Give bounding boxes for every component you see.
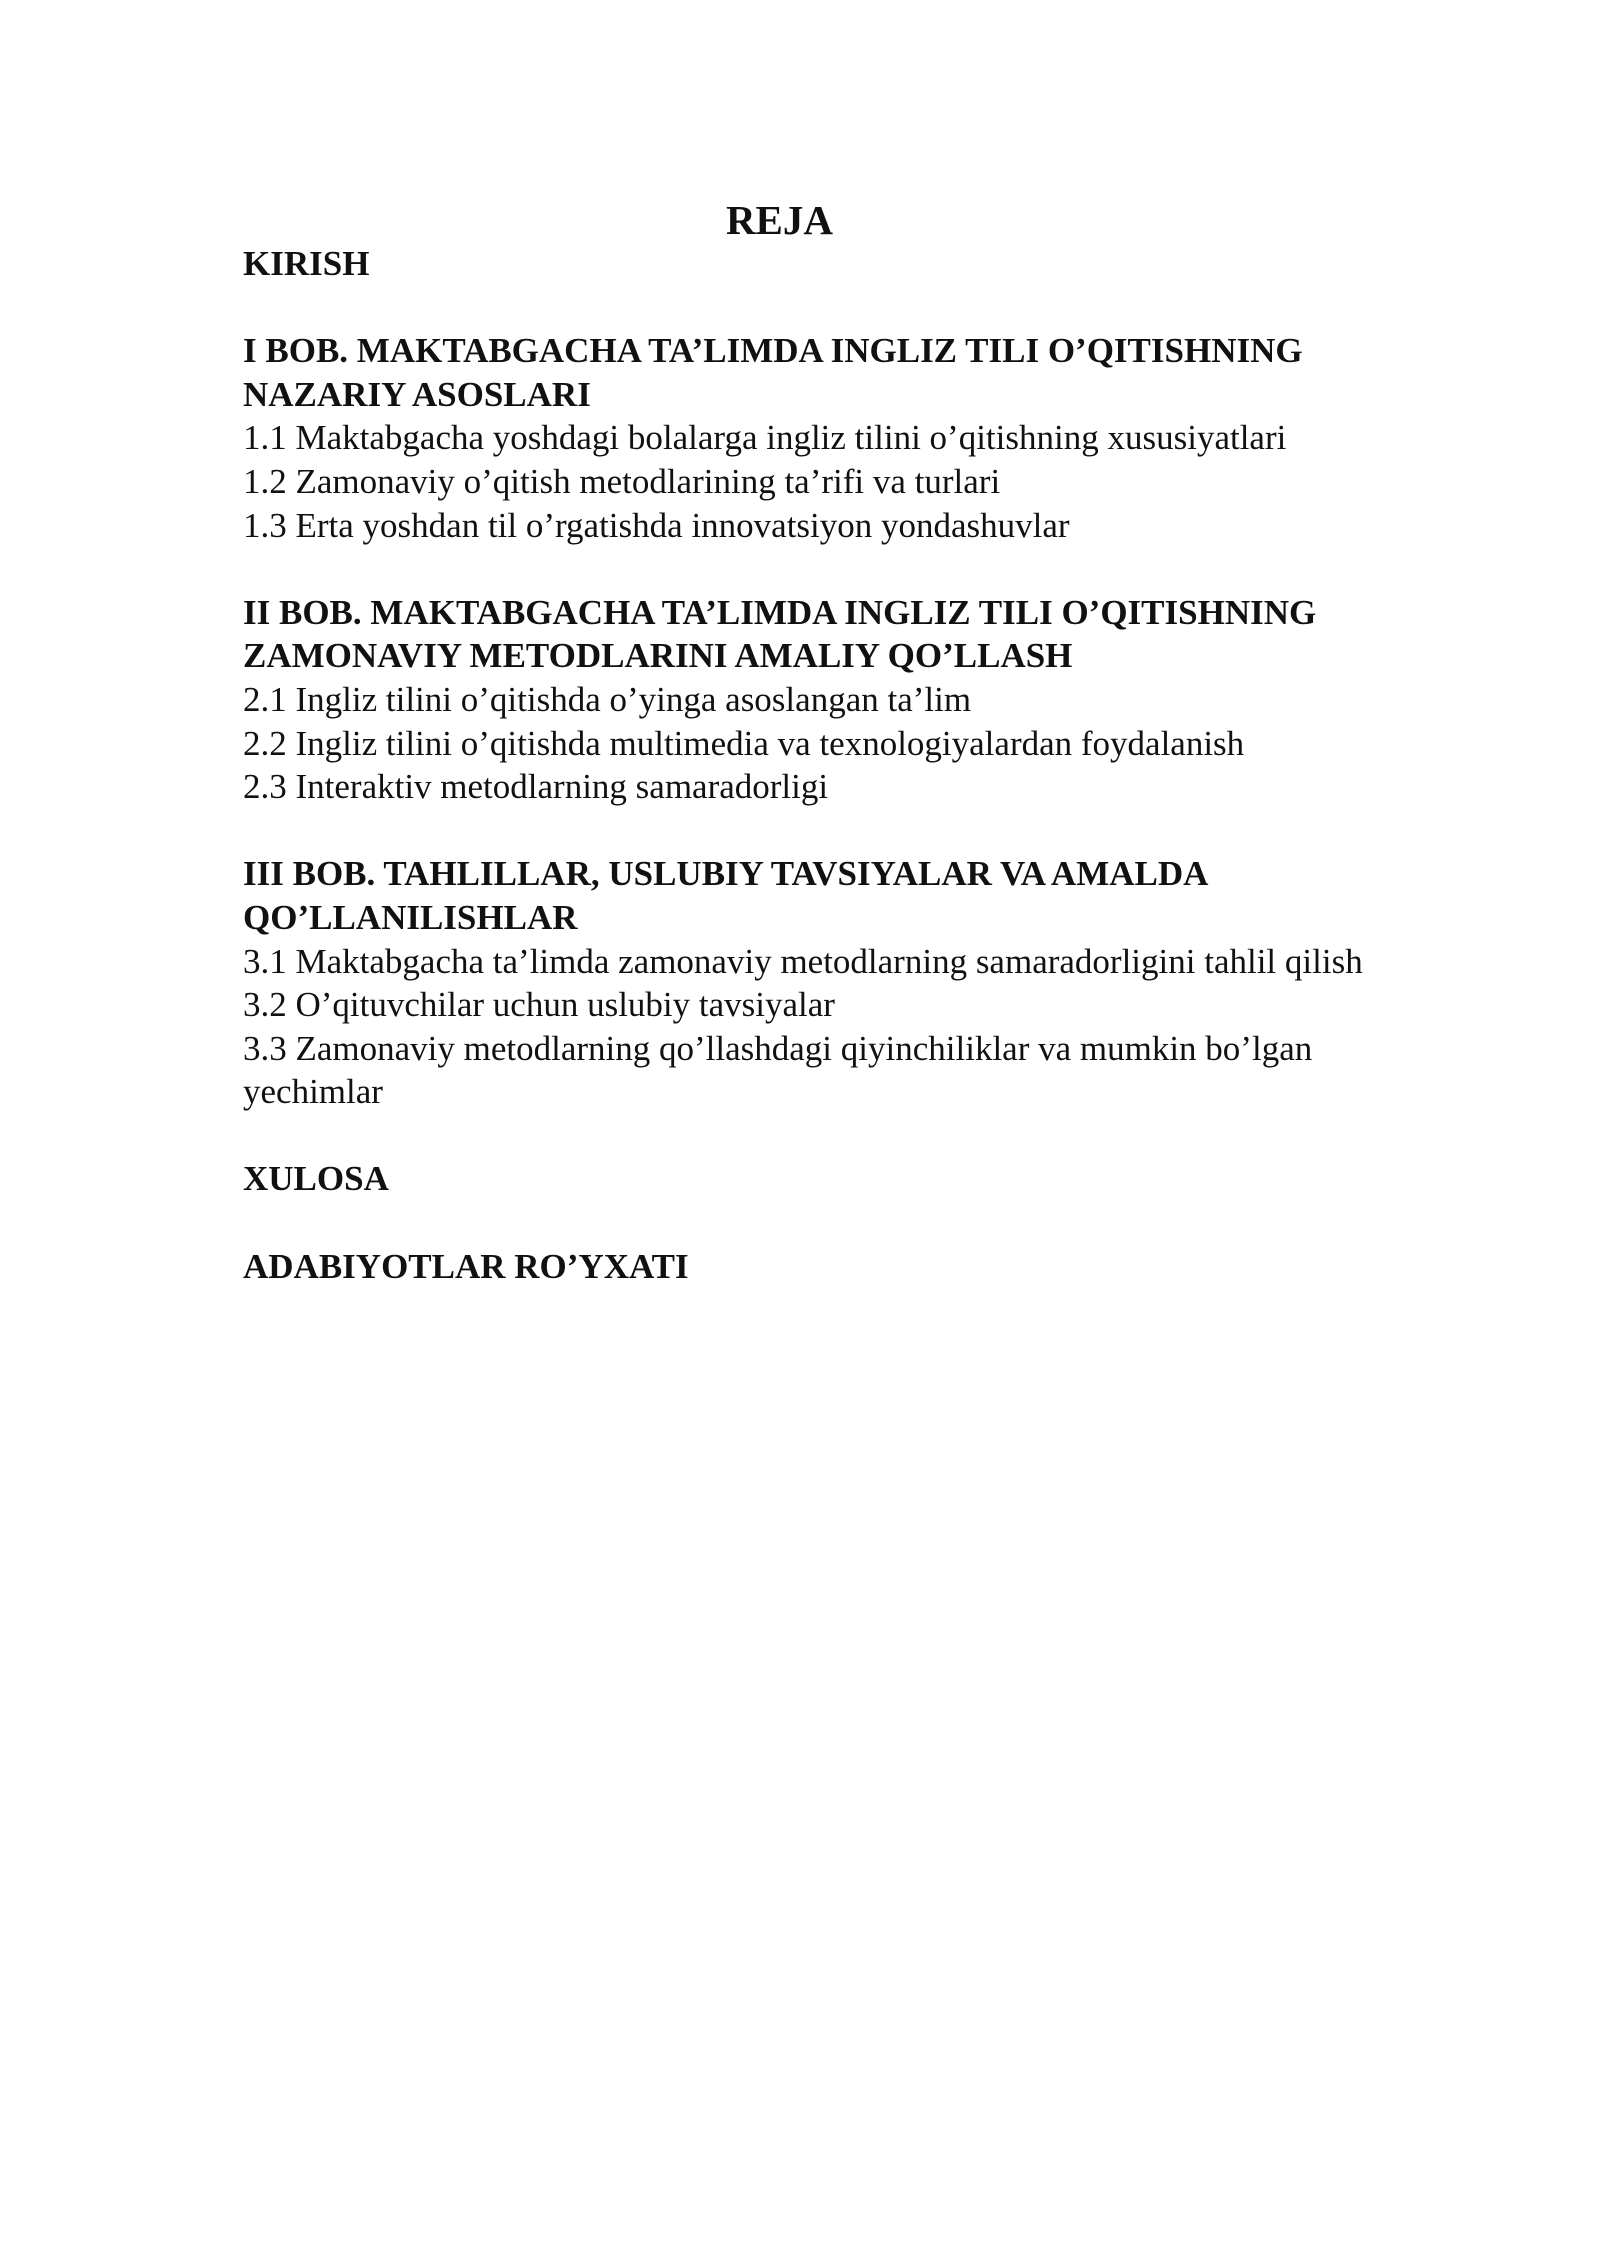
chapter-3-heading-line-1: III BOB. TAHLILLAR, USLUBIY TAVSIYALAR VA AMALDA <box>243 854 1209 894</box>
chapter-1-item-2: 1.2 Zamonaviy o’qitish metodlarining ta’rifi va turlari <box>243 461 1001 501</box>
chapter-2-item-1: 2.1 Ingliz tilini o’qitishda o’yinga asoslangan ta’lim <box>243 679 972 719</box>
spacer <box>243 1201 1493 1245</box>
chapter-3-item-3-line-2: yechimlar <box>243 1072 383 1112</box>
spacer <box>243 547 1493 591</box>
chapter-2-item-2: 2.2 Ingliz tilini o’qitishda multimedia va texnologiyalardan foydalanish <box>243 723 1245 763</box>
chapter-2-heading-line-2: ZAMONAVIY METODLARINI AMALIY QO’LLASH <box>243 636 1073 676</box>
chapter-3-heading-line-2: QO’LLANILISHLAR <box>243 897 578 937</box>
chapter-3-item-1: 3.1 Maktabgacha ta’limda zamonaviy metodlarning samaradorligini tahlil qilish <box>243 941 1363 981</box>
document-title: REJA <box>725 197 834 243</box>
chapter-1-item-3: 1.3 Erta yoshdan til o’rgatishda innovatsiyon yondashuvlar <box>243 505 1070 545</box>
table-of-contents <box>243 242 1493 1288</box>
chapter-1-heading-line-1: I BOB. MAKTABGACHA TA’LIMDA INGLIZ TILI O’QITISHNING <box>243 331 1303 371</box>
chapter-2-heading-line-1: II BOB. MAKTABGACHA TA’LIMDA INGLIZ TILI O’QITISHNING <box>243 592 1317 632</box>
chapter-2-item-3: 2.3 Interaktiv metodlarning samaradorligi <box>243 767 829 807</box>
spacer <box>243 286 1493 330</box>
spacer <box>243 1114 1493 1158</box>
spacer <box>243 809 1493 853</box>
intro-heading: KIRISH <box>243 244 370 283</box>
chapter-1-heading-line-2: NAZARIY ASOSLARI <box>243 374 591 414</box>
references-heading: ADABIYOTLAR RO’YXATI <box>243 1246 689 1286</box>
conclusion-heading: XULOSA <box>243 1159 389 1199</box>
chapter-3-item-3-line-1: 3.3 Zamonaviy metodlarning qo’llashdagi qiyinchiliklar va mumkin bo’lgan <box>243 1028 1313 1068</box>
chapter-3-item-2: 3.2 O’qituvchilar uchun uslubiy tavsiyalar <box>243 985 835 1025</box>
chapter-1-item-1: 1.1 Maktabgacha yoshdagi bolalarga ingliz tilini o’qitishning xususiyatlari <box>243 418 1287 458</box>
